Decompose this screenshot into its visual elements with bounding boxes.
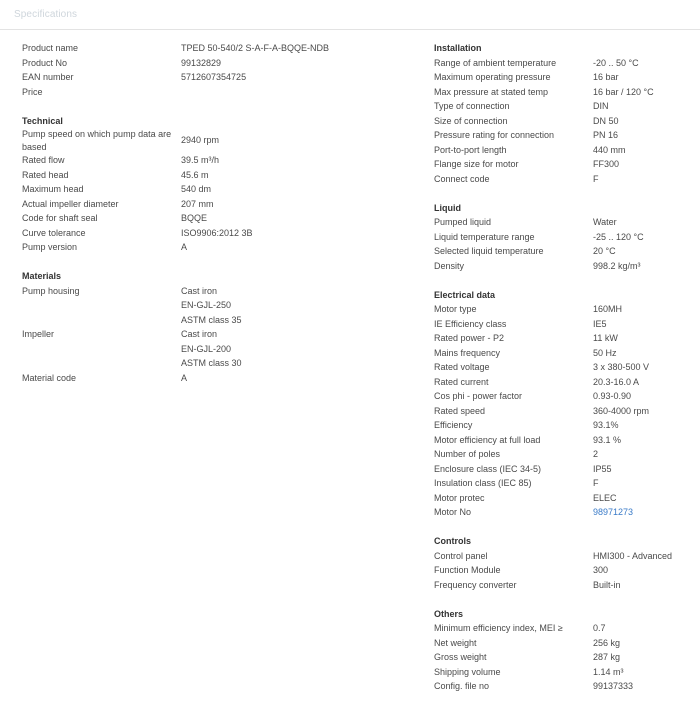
spec-value: 0.7 xyxy=(593,623,606,633)
spec-value-line: ASTM class 30 xyxy=(181,358,242,368)
spec-value: IP55 xyxy=(593,463,612,474)
spec-value: 93.1 % xyxy=(593,434,622,445)
spec-row xyxy=(434,157,696,172)
spec-label: Liquid temperature range xyxy=(434,231,535,242)
spec-value: Built-in xyxy=(593,579,621,590)
spec-row xyxy=(22,327,402,371)
spec-label: Motor type xyxy=(434,304,477,314)
spec-label: Rated flow xyxy=(22,155,65,165)
spec-value: F xyxy=(593,478,599,488)
spec-row xyxy=(434,505,696,520)
spec-label: Cos phi - power factor xyxy=(434,391,523,401)
spec-value-line: Cast iron xyxy=(181,285,218,296)
spec-value: 5712607354725 xyxy=(181,72,247,82)
spec-label: Port-to-port length xyxy=(434,144,507,155)
spec-row xyxy=(434,650,696,665)
spec-row xyxy=(22,226,402,241)
spec-label: Maximum head xyxy=(22,184,84,194)
spec-value: 2 xyxy=(593,449,599,459)
spec-row xyxy=(434,360,696,375)
spec-row xyxy=(22,211,402,226)
spec-label: Mains frequency xyxy=(434,347,501,358)
spec-label: Density xyxy=(434,260,465,271)
others-section xyxy=(434,607,696,694)
spec-row xyxy=(22,153,402,168)
spec-value: ISO9906:2012 3B xyxy=(181,227,253,238)
spec-row xyxy=(434,665,696,680)
spec-value: 20.3-16.0 A xyxy=(593,376,640,387)
spec-label: IE Efficiency class xyxy=(434,318,507,329)
spec-row xyxy=(22,41,402,56)
spec-row xyxy=(434,215,696,230)
liquid-section xyxy=(434,201,696,274)
spec-value: -25 .. 120 °C xyxy=(593,231,644,242)
spec-value xyxy=(181,327,402,371)
spec-row xyxy=(22,128,402,153)
spec-value: 540 dm xyxy=(181,184,212,194)
spec-label: Gross weight xyxy=(434,652,487,662)
spec-row xyxy=(434,302,696,317)
section-title: Electrical data xyxy=(434,289,496,300)
spec-label: Impeller xyxy=(22,329,55,339)
spec-row xyxy=(22,371,402,386)
spec-value: 360-4000 rpm xyxy=(593,405,650,416)
spec-value xyxy=(181,371,402,386)
spec-row xyxy=(22,70,402,85)
materials-section xyxy=(22,269,402,385)
spec-label: Range of ambient temperature xyxy=(434,57,557,68)
spec-value: IE5 xyxy=(593,318,607,329)
spec-label: Motor protec xyxy=(434,492,485,503)
spec-value: 300 xyxy=(593,565,609,575)
spec-label: Enclosure class (IEC 34-5) xyxy=(434,463,542,474)
spec-label: Net weight xyxy=(434,637,477,648)
spec-label: Price xyxy=(22,86,43,97)
spec-value: F xyxy=(593,173,599,184)
spec-label: Function Module xyxy=(434,565,501,575)
spec-row xyxy=(22,182,402,197)
right-column xyxy=(434,41,696,708)
spec-value: 11 kW xyxy=(593,333,618,343)
spec-value: 20 °C xyxy=(593,246,616,256)
spec-value: 287 kg xyxy=(593,652,621,662)
spec-value: 45.6 m xyxy=(181,169,209,180)
spec-row xyxy=(22,240,402,255)
spec-value: 99137333 xyxy=(593,681,634,691)
spec-row xyxy=(434,230,696,245)
specifications-header xyxy=(0,0,700,30)
spec-label: Insulation class (IEC 85) xyxy=(434,478,532,488)
section-title: Installation xyxy=(434,43,482,53)
general-section xyxy=(22,41,402,99)
spec-row xyxy=(22,168,402,183)
spec-value: DIN xyxy=(593,101,609,111)
spec-value: HMI300 - Advanced xyxy=(593,550,673,561)
spec-value-line: A xyxy=(181,372,188,383)
spec-value: 16 bar xyxy=(593,72,619,82)
spec-row xyxy=(434,578,696,593)
spec-row xyxy=(434,172,696,187)
spec-label: Type of connection xyxy=(434,101,510,111)
section-title: Controls xyxy=(434,536,471,546)
spec-value-line: EN-GJL-200 xyxy=(181,343,232,354)
spec-label: Pressure rating for connection xyxy=(434,130,555,140)
spec-row xyxy=(434,433,696,448)
spec-value: FF300 xyxy=(593,159,620,169)
spec-value: 39.5 m³/h xyxy=(181,155,220,165)
installation-section xyxy=(434,41,696,186)
spec-row xyxy=(434,621,696,636)
spec-row xyxy=(434,244,696,259)
spec-label: Curve tolerance xyxy=(22,227,86,238)
spec-label: Pump speed on which pump data are based xyxy=(22,129,172,152)
spec-value: 998.2 kg/m³ xyxy=(593,260,641,271)
spec-value: 99132829 xyxy=(181,57,222,68)
spec-row xyxy=(434,70,696,85)
spec-row xyxy=(434,636,696,651)
spec-value: 93.1% xyxy=(593,420,619,430)
page-title: Specifications xyxy=(14,9,78,20)
spec-value: 160MH xyxy=(593,304,623,314)
spec-value-line: ASTM class 35 xyxy=(181,314,242,325)
spec-row xyxy=(434,346,696,361)
section-title: Liquid xyxy=(434,202,461,213)
spec-label: Maximum operating pressure xyxy=(434,72,551,82)
spec-label: Motor efficiency at full load xyxy=(434,434,541,445)
spec-row xyxy=(434,563,696,578)
spec-value: ELEC xyxy=(593,492,617,503)
spec-label: Rated speed xyxy=(434,405,486,416)
spec-row xyxy=(434,491,696,506)
technical-section xyxy=(22,114,402,255)
spec-label: Connect code xyxy=(434,173,490,184)
spec-row xyxy=(434,418,696,433)
spec-value: 207 mm xyxy=(181,198,214,209)
motor-no-link[interactable]: 98971273 xyxy=(593,507,634,517)
spec-label: Motor No xyxy=(434,507,472,517)
spec-label: Max pressure at stated temp xyxy=(434,86,549,97)
spec-label: Size of connection xyxy=(434,115,508,126)
spec-value: 16 bar / 120 °C xyxy=(593,86,654,97)
spec-value-line: EN-GJL-250 xyxy=(181,300,232,310)
spec-label: Rated head xyxy=(22,169,69,180)
spec-label: Pumped liquid xyxy=(434,217,492,227)
spec-row xyxy=(22,284,402,328)
spec-row xyxy=(434,85,696,100)
spec-label: Flange size for motor xyxy=(434,159,519,169)
spec-row xyxy=(434,143,696,158)
spec-row xyxy=(22,56,402,71)
spec-value: Water xyxy=(593,217,617,227)
spec-row xyxy=(434,447,696,462)
spec-row xyxy=(434,476,696,491)
spec-row xyxy=(22,197,402,212)
spec-row xyxy=(434,462,696,477)
spec-row xyxy=(434,56,696,71)
spec-label: Actual impeller diameter xyxy=(22,198,119,209)
spec-label: Number of poles xyxy=(434,449,501,459)
spec-label: Product name xyxy=(22,43,79,53)
spec-value: 3 x 380-500 V xyxy=(593,362,650,372)
spec-value: -20 .. 50 °C xyxy=(593,57,639,68)
spec-row xyxy=(434,331,696,346)
spec-row xyxy=(434,259,696,274)
spec-row xyxy=(434,389,696,404)
spec-row xyxy=(434,99,696,114)
spec-value-line: Cast iron xyxy=(181,329,218,339)
spec-label: Rated current xyxy=(434,376,489,387)
spec-value: 440 mm xyxy=(593,144,626,155)
spec-value: 0.93-0.90 xyxy=(593,391,632,401)
spec-value: 1.14 m³ xyxy=(593,666,624,677)
spec-label: Material code xyxy=(22,372,77,383)
spec-value: BQQE xyxy=(181,213,208,223)
electrical-section xyxy=(434,288,696,520)
spec-row xyxy=(434,549,696,564)
spec-label: Rated voltage xyxy=(434,362,490,372)
spec-value: TPED 50-540/2 S-A-F-A-BQQE-NDB xyxy=(181,43,330,53)
spec-value: A xyxy=(181,242,188,252)
spec-value: PN 16 xyxy=(593,130,619,140)
spec-row xyxy=(434,114,696,129)
spec-label: Code for shaft seal xyxy=(22,213,98,223)
spec-label: Pump version xyxy=(22,242,78,252)
spec-label: Product No xyxy=(22,57,68,68)
spec-row xyxy=(434,375,696,390)
left-column xyxy=(22,41,402,400)
spec-row xyxy=(434,404,696,419)
spec-label: EAN number xyxy=(22,72,74,82)
controls-section xyxy=(434,534,696,592)
section-title: Materials xyxy=(22,271,62,281)
spec-value: 256 kg xyxy=(593,637,621,648)
section-title: Others xyxy=(434,608,464,619)
spec-value: 50 Hz xyxy=(593,347,617,358)
spec-row xyxy=(22,85,402,100)
spec-value: DN 50 xyxy=(593,115,619,126)
spec-label: Config. file no xyxy=(434,681,490,691)
spec-label: Efficiency xyxy=(434,420,473,430)
spec-row xyxy=(434,317,696,332)
spec-row xyxy=(434,128,696,143)
spec-label: Control panel xyxy=(434,550,488,561)
spec-label: Rated power - P2 xyxy=(434,333,505,343)
spec-value xyxy=(181,284,402,328)
spec-value: 2940 rpm xyxy=(181,135,220,145)
spec-label: Shipping volume xyxy=(434,666,501,677)
spec-label: Pump housing xyxy=(22,285,80,296)
spec-row xyxy=(434,679,696,694)
spec-label: Frequency converter xyxy=(434,579,517,590)
section-title: Technical xyxy=(22,115,63,126)
spec-label: Minimum efficiency index, MEI ≥ xyxy=(434,623,563,633)
spec-label: Selected liquid temperature xyxy=(434,246,544,256)
